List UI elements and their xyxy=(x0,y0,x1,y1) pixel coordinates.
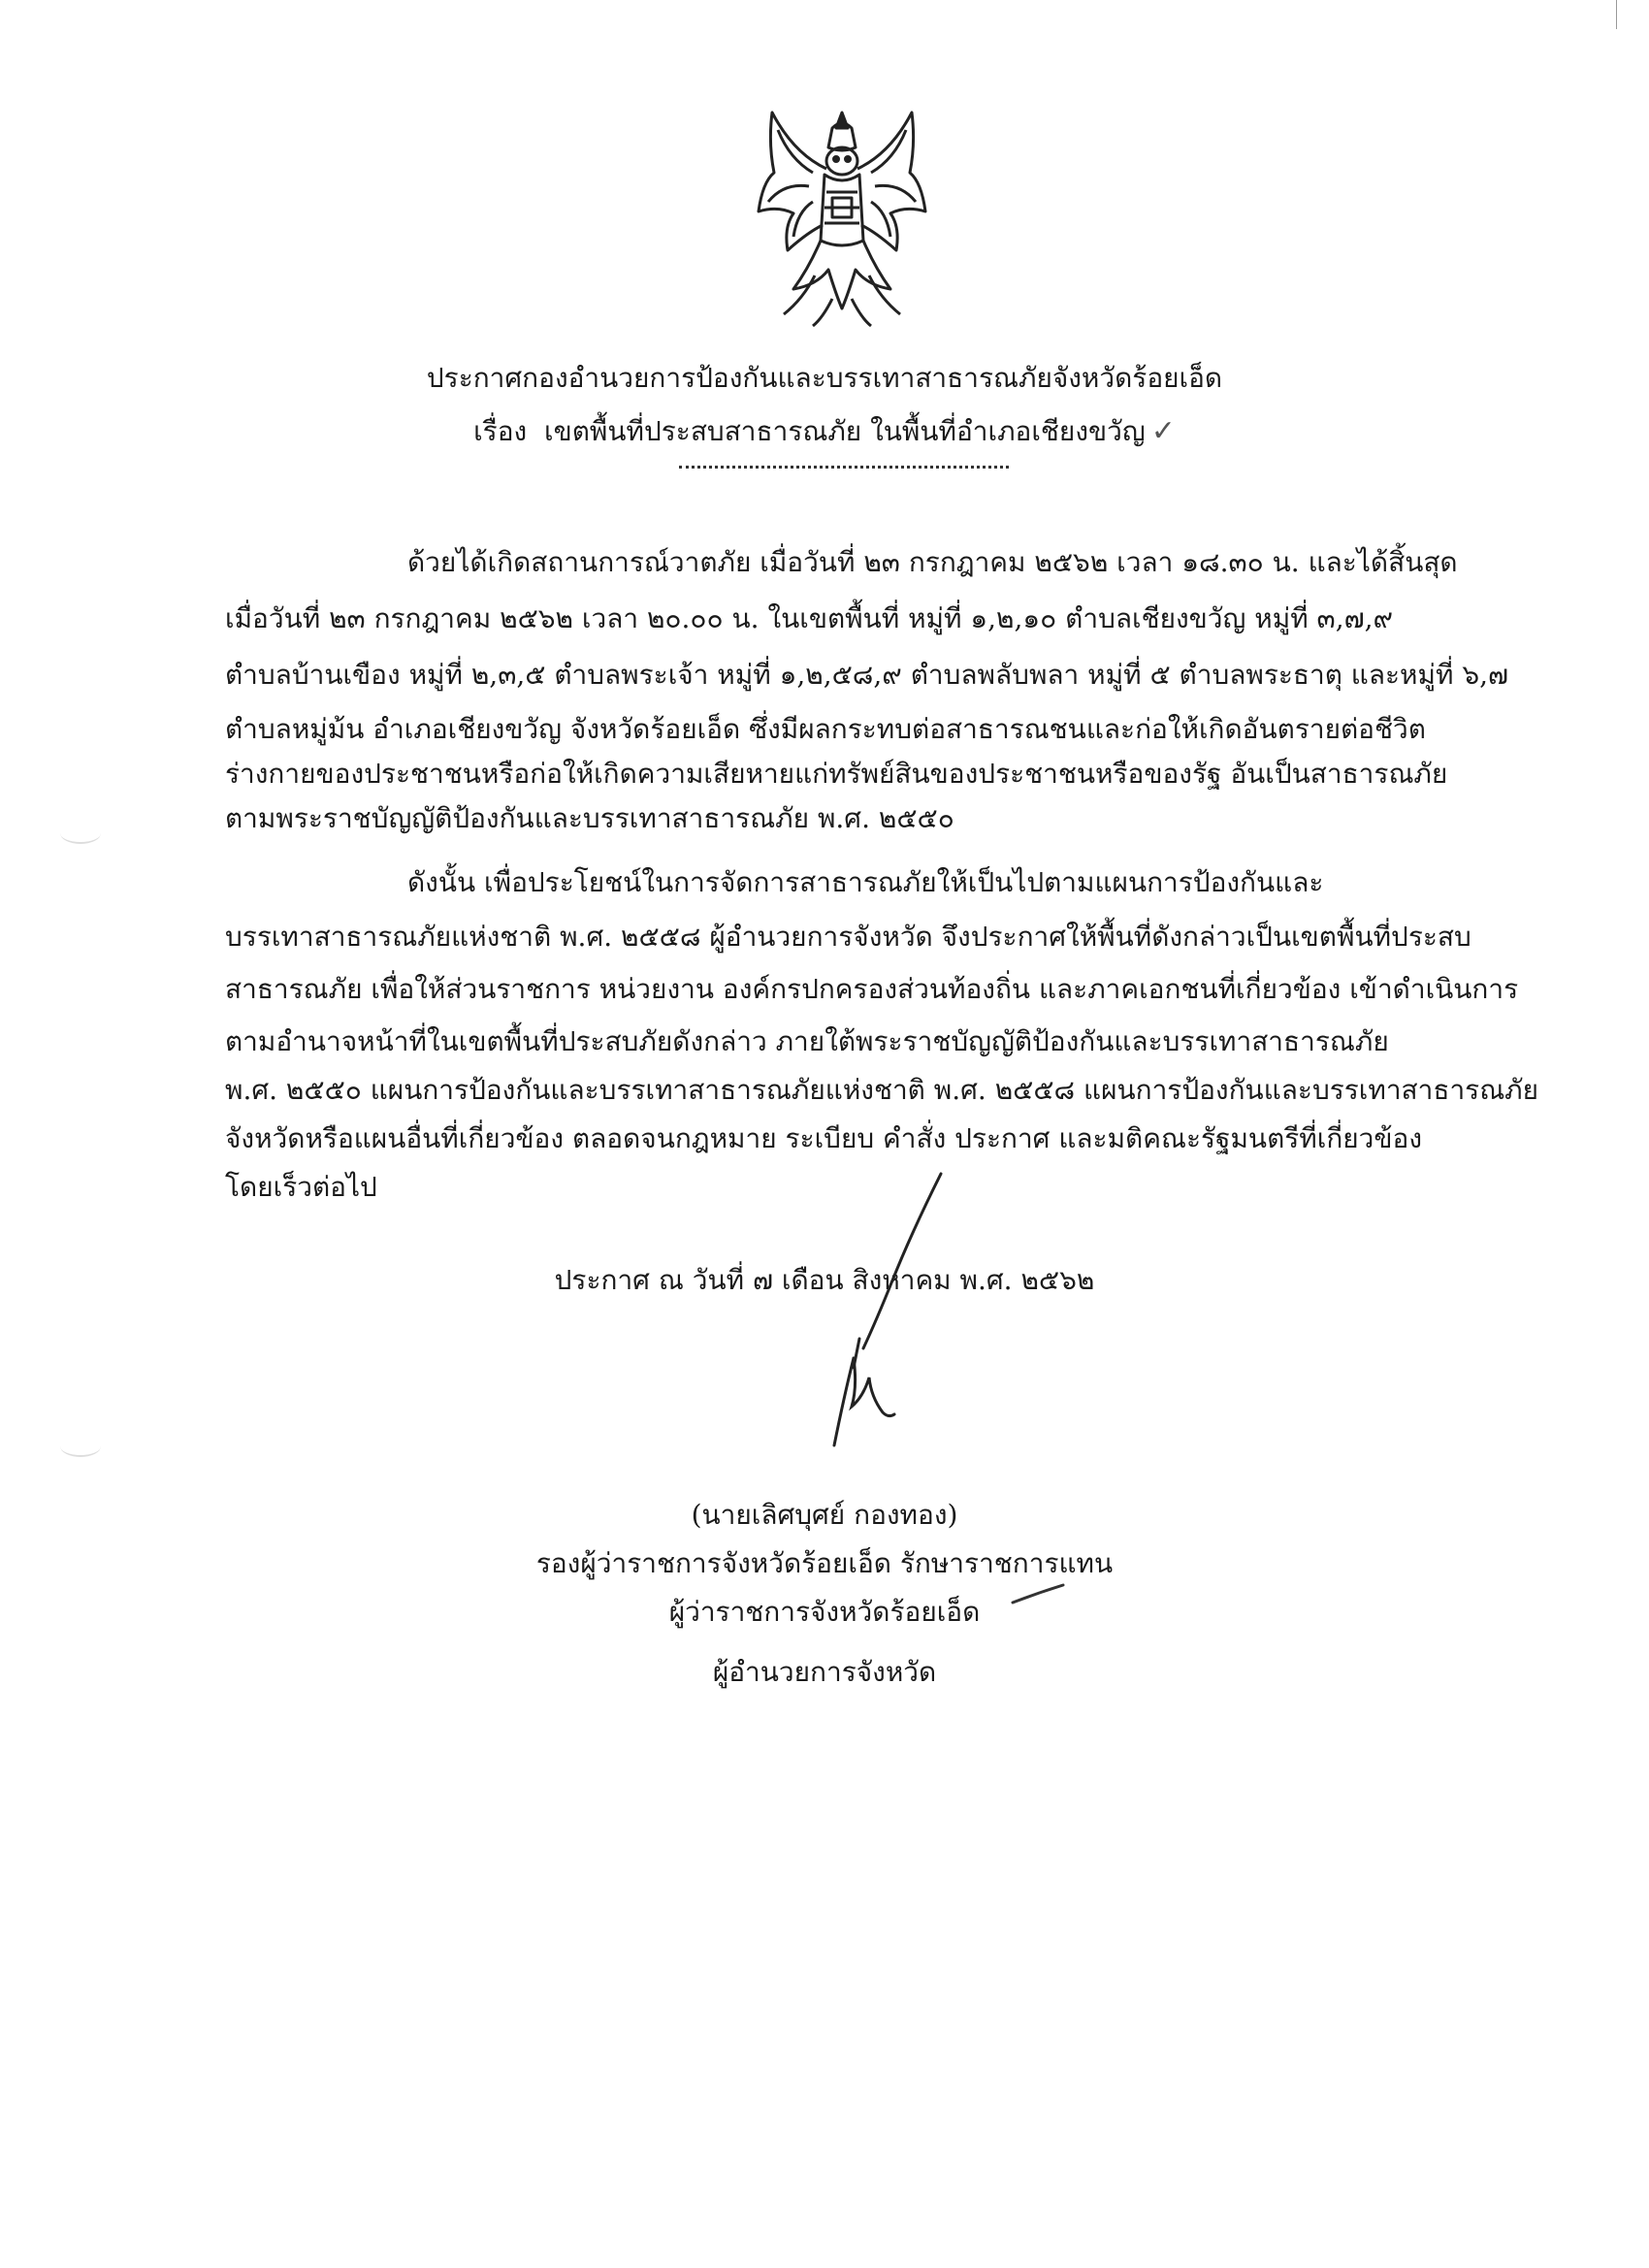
signatory-position-3: ผู้อำนวยการจังหวัด xyxy=(712,1656,937,1688)
subject-text: เขตพื้นที่ประสบสาธารณภัย ในพื้นที่อำเภอเชียงขวัญ xyxy=(544,415,1146,447)
signatory-position-1: รองผู้ว่าราชการจังหวัดร้อยเอ็ด รักษาราชการแทน xyxy=(535,1547,1114,1579)
para2-line: พ.ศ. ๒๕๕๐ แผนการป้องกันและบรรเทาสาธารณภัยแห่งชาติ พ.ศ. ๒๕๕๘ แผนการป้องกันและบรรเทาสาธารณภัย xyxy=(225,1074,1539,1106)
garuda-emblem-icon xyxy=(755,105,929,330)
announcement-title: ประกาศกองอำนวยการป้องกันและบรรเทาสาธารณภัยจังหวัดร้อยเอ็ด xyxy=(426,362,1223,394)
para2-line: โดยเร็วต่อไป xyxy=(225,1171,377,1203)
subject-prefix: เรื่อง xyxy=(473,415,528,447)
signatory-position-2: ผู้ว่าราชการจังหวัดร้อยเอ็ด xyxy=(668,1596,981,1628)
punch-hole-mark xyxy=(60,823,101,844)
para1-line: ด้วยได้เกิดสถานการณ์วาตภัย เมื่อวันที่ ๒๓ กรกฎาคม ๒๕๖๒ เวลา ๑๘.๓๐ น. และได้สิ้นสุด xyxy=(407,546,1458,578)
para1-line: เมื่อวันที่ ๒๓ กรกฎาคม ๒๕๖๒ เวลา ๒๐.๐๐ น. ในเขตพื้นที่ หมู่ที่ ๑,๒,๑๐ ตำบลเชียงขวัญ หมู่ที่ ๓,๗,๙ xyxy=(225,602,1394,634)
para1-line: ตามพระราชบัญญัติป้องกันและบรรเทาสาธารณภัย พ.ศ. ๒๕๕๐ xyxy=(225,802,954,834)
pen-stroke-mark xyxy=(1009,1579,1067,1608)
handwritten-signature xyxy=(795,1164,951,1474)
signatory-name: (นายเลิศบุศย์ กองทอง) xyxy=(691,1499,958,1531)
para1-line: ตำบลบ้านเขือง หมู่ที่ ๒,๓,๕ ตำบลพระเจ้า หมู่ที่ ๑,๒,๕๘,๙ ตำบลพลับพลา หมู่ที่ ๕ ตำบลพระธาตุ และหมู่ที่ ๖,๗ xyxy=(225,659,1509,691)
announcement-date: ประกาศ ณ วันที่ ๗ เดือน สิงหาคม พ.ศ. ๒๕๖๒ xyxy=(554,1264,1095,1296)
scan-edge-mark xyxy=(1616,0,1617,29)
para2-line: ดังนั้น เพื่อประโยชน์ในการจัดการสาธารณภัยให้เป็นไปตามแผนการป้องกันและ xyxy=(407,866,1324,898)
announcement-subject xyxy=(0,412,1649,451)
para2-line: ตามอำนาจหน้าที่ในเขตพื้นที่ประสบภัยดังกล่าว ภายใต้พระราชบัญญัติป้องกันและบรรเทาสาธารณภัย xyxy=(225,1025,1389,1057)
para2-line: สาธารณภัย เพื่อให้ส่วนราชการ หน่วยงาน องค์กรปกครองส่วนท้องถิ่น และภาคเอกชนที่เกี่ยวข้อง เข้าดำเนินการ xyxy=(225,973,1519,1005)
para2-line: จังหวัดหรือแผนอื่นที่เกี่ยวข้อง ตลอดจนกฎหมาย ระเบียบ คำสั่ง ประกาศ และมติคณะรัฐมนตรีที่เกี่ยวข้อง xyxy=(225,1122,1423,1154)
para1-line: ตำบลหมู่ม้น อำเภอเชียงขวัญ จังหวัดร้อยเอ็ด ซึ่งมีผลกระทบต่อสาธารณชนและก่อให้เกิดอันตรายต่อชีวิต xyxy=(225,713,1426,745)
title-divider xyxy=(679,466,1009,469)
punch-hole-mark xyxy=(60,1436,101,1457)
para2-line: บรรเทาสาธารณภัยแห่งชาติ พ.ศ. ๒๕๕๘ ผู้อำนวยการจังหวัด จึงประกาศให้พื้นที่ดังกล่าวเป็นเขตพื้นที่ประสบ xyxy=(225,921,1471,953)
para1-line: ร่างกายของประชาชนหรือก่อให้เกิดความเสียหายแก่ทรัพย์สินของประชาชนหรือของรัฐ อันเป็นสาธารณภัย xyxy=(225,758,1448,790)
check-mark: ✓ xyxy=(1150,414,1176,448)
